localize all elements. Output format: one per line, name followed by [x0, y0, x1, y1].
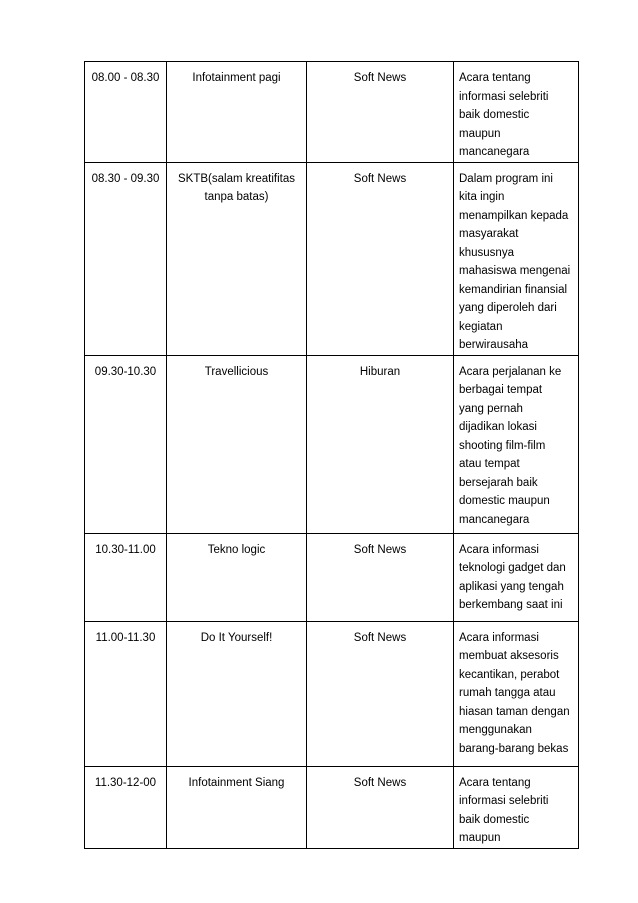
program-cell: [167, 355, 307, 533]
time-cell: 11.30-12-00: [85, 766, 167, 848]
description-line: Acara tentang: [459, 776, 531, 789]
table-row: [85, 766, 579, 848]
description-line: Acara perjalanan ke: [459, 365, 562, 378]
description-line: aplikasi yang tengah: [459, 580, 564, 593]
table-row: [85, 533, 579, 621]
time-cell: 11.00-11.30: [85, 621, 167, 766]
description-line: hiasan taman dengan: [459, 705, 570, 718]
description-line: Dalam program ini: [459, 172, 553, 185]
description-line: berbagai tempat: [459, 384, 543, 396]
program-line: Infotainment pagi: [192, 72, 281, 84]
time-cell: 10.30-11.00: [85, 533, 167, 621]
table-row: [85, 162, 579, 355]
program-cell: [167, 621, 307, 766]
program-cell: [167, 162, 307, 355]
description-line: yang diperoleh dari: [459, 302, 557, 314]
time-cell: 09.30-10.30: [85, 355, 167, 533]
description-cell: [454, 766, 579, 848]
description-line: kecantikan, perabot: [459, 668, 560, 681]
description-line: bersejarah baik: [459, 476, 538, 489]
program-line: Travellicious: [204, 365, 269, 378]
description-line: teknologi gadget dan: [459, 562, 566, 574]
genre-cell: Soft News: [307, 533, 454, 621]
description-line: informasi selebriti: [459, 795, 549, 807]
description-cell: [454, 621, 579, 766]
program-line: SKTB(salam kreatifitas: [178, 172, 295, 185]
program-cell: [167, 62, 307, 163]
description-cell: [454, 162, 579, 355]
description-cell: [454, 62, 579, 163]
program-cell: [167, 766, 307, 848]
genre-cell: Soft News: [307, 766, 454, 848]
description-line: khususnya: [459, 246, 514, 259]
time-cell: 08.00 - 08.30: [85, 62, 167, 163]
description-line: Acara tentang: [459, 72, 531, 84]
program-schedule-table: [84, 61, 579, 849]
description-line: mancanegara: [459, 513, 530, 526]
description-line: mancanegara: [459, 146, 530, 158]
description-line: rumah tangga atau: [459, 687, 556, 699]
description-line: berkembang saat ini: [459, 599, 563, 611]
genre-cell: Soft News: [307, 162, 454, 355]
description-line: yang pernah: [459, 402, 523, 415]
description-line: berwirausaha: [459, 339, 529, 351]
description-line: baik domestic: [459, 813, 530, 826]
description-cell: [454, 355, 579, 533]
description-line: informasi selebriti: [459, 90, 549, 103]
description-line: kita ingin: [459, 191, 505, 203]
description-line: menampilkan kepada: [459, 209, 569, 222]
description-line: domestic maupun: [459, 495, 550, 507]
description-line: atau tempat: [459, 458, 520, 470]
program-cell: [167, 533, 307, 621]
table-row: [85, 621, 579, 766]
genre-cell: Soft News: [307, 62, 454, 163]
description-line: Acara informasi: [459, 543, 539, 556]
description-line: masyarakat: [459, 228, 519, 240]
program-line: Infotainment Siang: [188, 776, 285, 789]
description-line: maupun: [459, 127, 501, 140]
description-line: menggunakan: [459, 724, 532, 736]
description-line: kegiatan: [459, 320, 503, 333]
description-line: barang-barang bekas: [459, 742, 569, 755]
description-line: dijadikan lokasi: [459, 421, 537, 433]
program-line: Do It Yourself!: [200, 631, 273, 644]
program-line: tanpa batas): [204, 191, 269, 203]
time-cell: 08.30 - 09.30: [85, 162, 167, 355]
table-row: [85, 355, 579, 533]
description-line: mahasiswa mengenai: [459, 265, 571, 277]
description-line: membuat aksesoris: [459, 650, 559, 662]
genre-cell: Hiburan: [307, 355, 454, 533]
description-line: baik domestic: [459, 109, 530, 121]
description-line: maupun: [459, 832, 501, 844]
table-row: [85, 62, 579, 163]
description-line: shooting film-film: [459, 439, 546, 452]
program-line: Tekno logic: [207, 543, 266, 556]
description-line: Acara informasi: [459, 631, 539, 644]
genre-cell: Soft News: [307, 621, 454, 766]
description-line: kemandirian finansial: [459, 283, 568, 296]
description-cell: [454, 533, 579, 621]
